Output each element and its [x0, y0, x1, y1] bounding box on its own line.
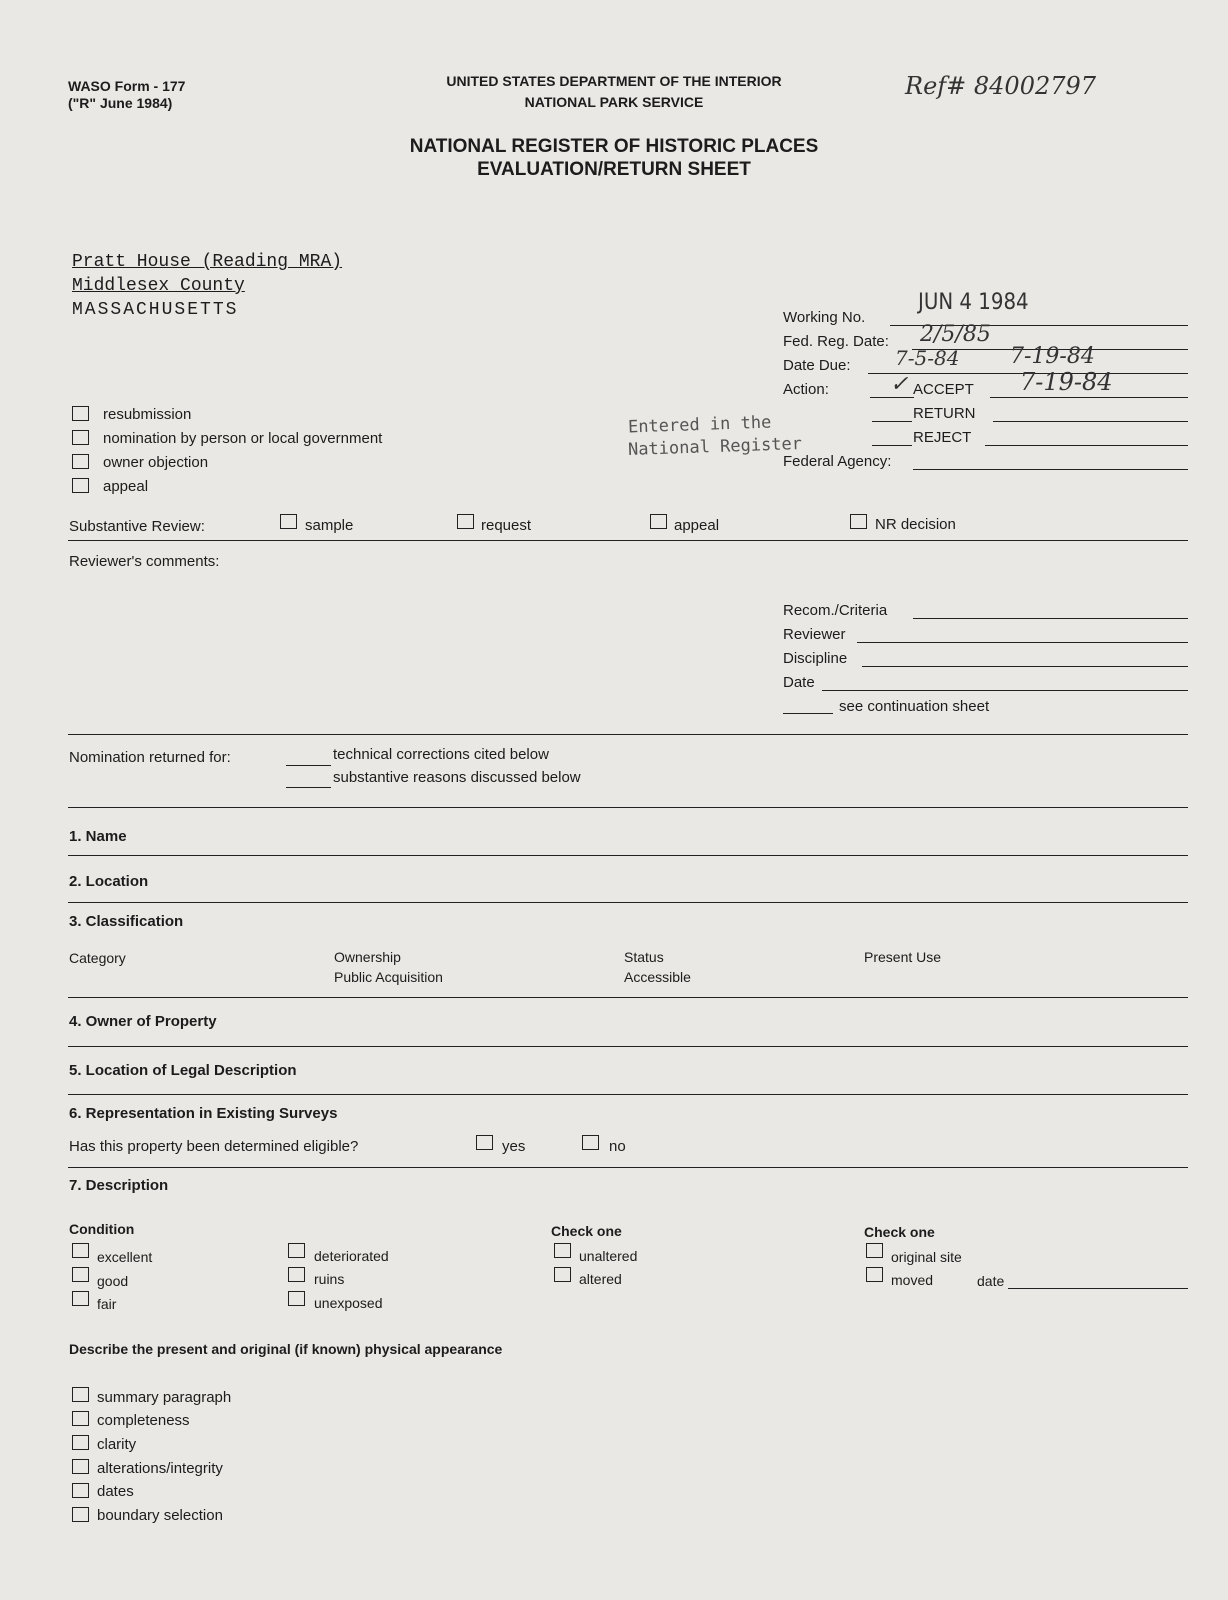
- ruins-label: ruins: [314, 1271, 345, 1287]
- completeness-label: completeness: [97, 1412, 190, 1429]
- resubmission-label: resubmission: [103, 406, 192, 423]
- divider: [68, 1094, 1188, 1095]
- public-acquisition-label: Public Acquisition: [334, 969, 443, 985]
- moved-date-line: [1008, 1288, 1188, 1289]
- good-label: good: [97, 1273, 129, 1289]
- service-name: NATIONAL PARK SERVICE: [524, 94, 704, 110]
- unaltered-label: unaltered: [579, 1248, 638, 1264]
- divider: [68, 734, 1188, 735]
- continuation-label: see continuation sheet: [839, 698, 990, 715]
- substantive-reasons-label: substantive reasons discussed below: [333, 769, 581, 786]
- altered-label: altered: [579, 1271, 622, 1287]
- form-revision: ("R" June 1984): [68, 95, 173, 111]
- nr-decision-label: NR decision: [875, 516, 956, 533]
- request-label: request: [481, 517, 532, 534]
- fair-checkbox[interactable]: [72, 1291, 89, 1306]
- review-date-line: [822, 690, 1188, 691]
- category-label: Category: [69, 950, 126, 966]
- form-subtitle: EVALUATION/RETURN SHEET: [477, 159, 751, 180]
- eligible-no-checkbox[interactable]: [582, 1135, 599, 1150]
- appeal-label: appeal: [103, 478, 149, 495]
- reviewer-label: Reviewer: [783, 626, 846, 643]
- date-due-value-1: 7-5-84: [895, 346, 960, 370]
- reject-date-line: [985, 445, 1188, 446]
- form-title: NATIONAL REGISTER OF HISTORIC PLACES: [409, 136, 819, 157]
- unexposed-checkbox[interactable]: [288, 1291, 305, 1306]
- reject-label: REJECT: [913, 429, 972, 446]
- dates-label: dates: [97, 1483, 134, 1500]
- altered-checkbox[interactable]: [554, 1267, 571, 1282]
- fed-reg-date-value: 2/5/85: [920, 322, 991, 347]
- original-site-label: original site: [891, 1249, 962, 1265]
- technical-corrections-line: [286, 765, 331, 766]
- reviewer-line: [857, 642, 1188, 643]
- eligible-yes-checkbox[interactable]: [476, 1135, 493, 1150]
- excellent-label: excellent: [97, 1249, 153, 1265]
- deteriorated-label: deteriorated: [314, 1248, 389, 1264]
- federal-agency-line: [913, 469, 1188, 470]
- accept-date-value: 7-19-84: [1020, 368, 1113, 396]
- nomination-by-person-checkbox[interactable]: [72, 430, 89, 445]
- technical-corrections-label: technical corrections cited below: [333, 746, 549, 763]
- owner-objection-label: owner objection: [103, 454, 209, 471]
- property-county: Middlesex County: [72, 276, 245, 296]
- substantive-reasons-line: [286, 787, 331, 788]
- divider: [68, 1167, 1188, 1168]
- completeness-checkbox[interactable]: [72, 1411, 89, 1426]
- return-line: [872, 421, 912, 422]
- unexposed-label: unexposed: [314, 1295, 383, 1311]
- recom-criteria-label: Recom./Criteria: [783, 602, 888, 619]
- accessible-label: Accessible: [624, 969, 691, 985]
- owner-objection-checkbox[interactable]: [72, 454, 89, 469]
- divider: [68, 807, 1188, 808]
- accept-line: [870, 397, 914, 398]
- section-owner-heading: 4. Owner of Property: [69, 1013, 217, 1030]
- recom-criteria-line: [913, 618, 1188, 619]
- eligible-no-label: no: [609, 1138, 626, 1155]
- received-date-stamp: JUN 4 1984: [918, 290, 1029, 315]
- divider: [68, 540, 1188, 541]
- review-appeal-checkbox[interactable]: [650, 514, 667, 529]
- moved-checkbox[interactable]: [866, 1267, 883, 1282]
- property-state: MASSACHUSETTS: [72, 300, 239, 320]
- nomination-returned-label: Nomination returned for:: [69, 749, 231, 766]
- deteriorated-checkbox[interactable]: [288, 1243, 305, 1258]
- divider: [68, 997, 1188, 998]
- good-checkbox[interactable]: [72, 1267, 89, 1282]
- reviewer-comments-label: Reviewer's comments:: [69, 553, 220, 570]
- moved-date-label: date: [977, 1273, 1005, 1289]
- appeal-checkbox[interactable]: [72, 478, 89, 493]
- section-location-heading: 2. Location: [69, 873, 149, 890]
- reject-line: [872, 445, 912, 446]
- original-site-checkbox[interactable]: [866, 1243, 883, 1258]
- sample-checkbox[interactable]: [280, 514, 297, 529]
- nomination-by-person-label: nomination by person or local government: [103, 430, 383, 447]
- condition-label: Condition: [69, 1221, 135, 1237]
- clarity-checkbox[interactable]: [72, 1435, 89, 1450]
- section-description-heading: 7. Description: [69, 1177, 169, 1194]
- alterations-integrity-label: alterations/integrity: [97, 1460, 223, 1477]
- continuation-line: [783, 713, 833, 714]
- site-check-one-label: Check one: [864, 1224, 935, 1240]
- federal-agency-label: Federal Agency:: [783, 453, 892, 470]
- return-date-line: [993, 421, 1188, 422]
- entered-stamp-line1: Entered in the: [627, 412, 772, 438]
- form-id: WASO Form - 177: [68, 78, 186, 94]
- review-appeal-label: appeal: [674, 517, 720, 534]
- entered-stamp-line2: National Register: [627, 433, 803, 461]
- return-label: RETURN: [913, 405, 976, 422]
- alteration-check-one-label: Check one: [551, 1223, 622, 1239]
- present-use-label: Present Use: [864, 949, 942, 965]
- ownership-label: Ownership: [334, 949, 401, 965]
- divider: [68, 902, 1188, 903]
- boundary-selection-label: boundary selection: [97, 1507, 223, 1524]
- department-name: UNITED STATES DEPARTMENT OF THE INTERIOR: [446, 73, 782, 89]
- date-due-value-2: 7-19-84: [1010, 344, 1095, 369]
- clarity-label: clarity: [97, 1436, 137, 1453]
- ruins-checkbox[interactable]: [288, 1267, 305, 1282]
- eligibility-question: Has this property been determined eligible?: [69, 1138, 359, 1155]
- accept-label: ACCEPT: [913, 381, 974, 398]
- accept-date-line: [990, 397, 1188, 398]
- moved-label: moved: [891, 1272, 934, 1288]
- property-name: Pratt House (Reading MRA): [72, 252, 343, 272]
- reference-number: Ref# 84002797: [905, 72, 1097, 100]
- section-legal-description-heading: 5. Location of Legal Description: [69, 1062, 297, 1079]
- eligible-yes-label: yes: [502, 1138, 526, 1155]
- section-name-heading: 1. Name: [69, 828, 127, 845]
- resubmission-checkbox[interactable]: [72, 406, 89, 421]
- section-surveys-heading: 6. Representation in Existing Surveys: [69, 1105, 338, 1122]
- discipline-label: Discipline: [783, 650, 848, 667]
- request-checkbox[interactable]: [457, 514, 474, 529]
- excellent-checkbox[interactable]: [72, 1243, 89, 1258]
- physical-appearance-label: Describe the present and original (if known) physical appearance: [69, 1341, 503, 1357]
- date-due-label: Date Due:: [783, 357, 851, 374]
- summary-paragraph-checkbox[interactable]: [72, 1387, 89, 1402]
- substantive-review-label: Substantive Review:: [69, 518, 205, 535]
- fed-reg-date-label: Fed. Reg. Date:: [783, 333, 889, 350]
- fair-label: fair: [97, 1296, 117, 1312]
- dates-checkbox[interactable]: [72, 1483, 89, 1498]
- section-classification-heading: 3. Classification: [69, 913, 184, 930]
- summary-paragraph-label: summary paragraph: [97, 1389, 232, 1406]
- working-no-label: Working No.: [783, 309, 866, 326]
- accept-check-mark: ✓: [890, 372, 909, 397]
- divider: [68, 1046, 1188, 1047]
- review-date-label: Date: [783, 674, 815, 691]
- discipline-line: [862, 666, 1188, 667]
- action-label: Action:: [783, 381, 829, 398]
- status-label: Status: [624, 949, 664, 965]
- boundary-selection-checkbox[interactable]: [72, 1507, 89, 1522]
- alterations-integrity-checkbox[interactable]: [72, 1459, 89, 1474]
- nr-decision-checkbox[interactable]: [850, 514, 867, 529]
- sample-label: sample: [305, 517, 354, 534]
- divider: [68, 855, 1188, 856]
- unaltered-checkbox[interactable]: [554, 1243, 571, 1258]
